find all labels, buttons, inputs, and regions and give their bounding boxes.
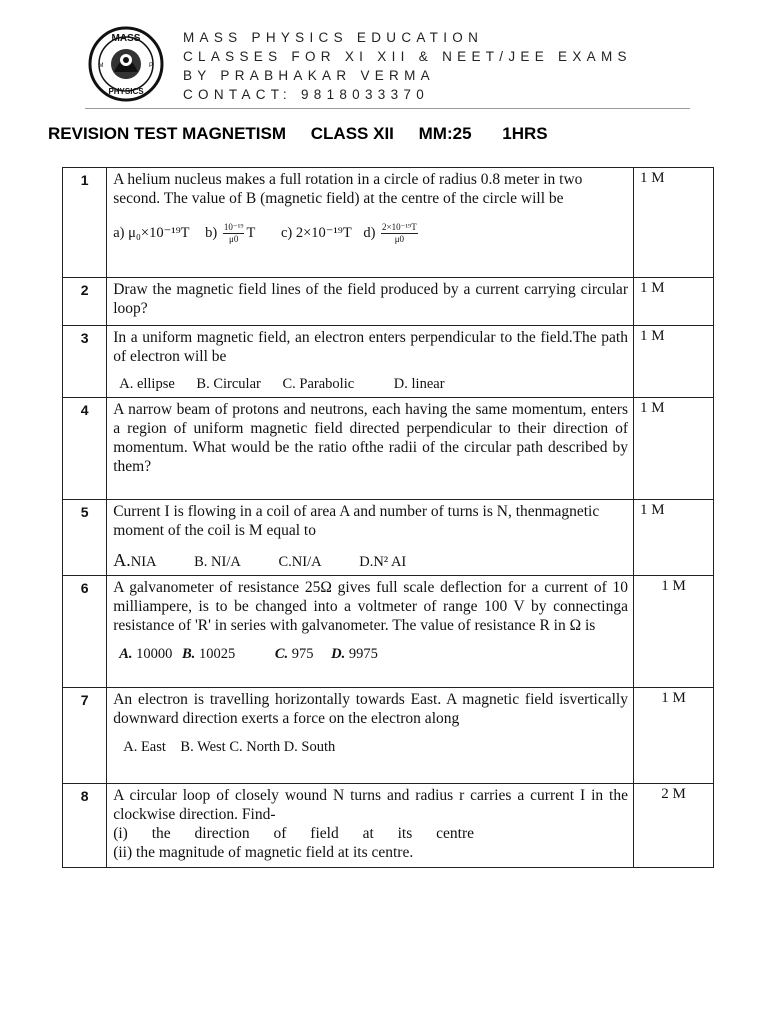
mass-physics-logo	[88, 26, 164, 102]
question-row	[63, 398, 714, 500]
question-part-ii: (ii) the magnitude of magnetic field at its centre.	[113, 844, 414, 861]
question-marks: 1 M	[633, 168, 713, 278]
test-name: REVISION TEST MAGNETISM	[48, 124, 287, 143]
question-marks: 1 M	[633, 326, 713, 398]
logo-left-mark: M	[98, 63, 104, 69]
question-row	[63, 278, 714, 326]
question-text-cell	[107, 326, 634, 398]
question-number: 6	[63, 576, 107, 688]
logo-right-mark: P	[148, 63, 154, 69]
option-a-letter: A.	[113, 550, 131, 570]
question-text: A circular loop of closely wound N turns and radius r carries a current I in the clockwise direction. Find-	[113, 787, 628, 823]
question-part-i: (i) the direction of field at its centre	[113, 825, 475, 842]
option-a: a) μ₀×10⁻¹⁹T	[113, 224, 190, 241]
logo-bottom-text: PHYSICS	[108, 87, 144, 96]
option-c: 975	[291, 646, 314, 662]
classes-line: CLASSES FOR XI XII & NEET/JEE EXAMS	[183, 49, 632, 64]
logo-top-text: MASS	[111, 33, 141, 44]
question-table	[62, 167, 714, 868]
option-d-letter: D.	[331, 646, 346, 662]
question-number: 2	[63, 278, 107, 326]
question-row	[63, 784, 714, 868]
option-a: 10000	[136, 646, 173, 662]
test-class: CLASS XII	[310, 124, 394, 143]
option-b-label: b)	[205, 224, 218, 241]
question-text-cell	[107, 688, 634, 784]
question-marks: 1 M	[633, 398, 713, 500]
question-row	[63, 168, 714, 278]
question-number: 7	[63, 688, 107, 784]
question-options	[113, 645, 628, 664]
question-row	[63, 576, 714, 688]
question-options: A. East B. West C. North D. South	[123, 739, 336, 755]
option-b: B. NI/A	[194, 554, 241, 570]
question-row	[63, 688, 714, 784]
question-text-cell	[107, 576, 634, 688]
question-text-cell	[107, 784, 634, 868]
option-b-letter: B.	[182, 646, 196, 662]
question-text: Current I is flowing in a coil of area A and number of turns is N, thenmagnetic moment of the coil is M equal to	[113, 503, 600, 539]
teacher-line: BY PRABHAKAR VERMA	[183, 68, 435, 83]
option-d: D. linear	[393, 376, 445, 392]
option-b-unit: T	[246, 224, 256, 241]
option-c: C.NI/A	[278, 554, 322, 570]
question-marks: 1 M	[633, 278, 713, 326]
question-options	[113, 375, 628, 394]
question-text: A narrow beam of protons and neutrons, each having the same momentum, enters a region of uniform magnetic field directed perpendicular to their direction of momentum. What would be the ratio ofthe radii of the circular path described by them?	[107, 398, 634, 500]
question-marks: 2 M	[633, 784, 713, 868]
question-text: A galvanometer of resistance 25Ω gives full scale deflection for a current of 10 milliampere, is to be changed into a voltmeter of range 100 V by connectinga resistance of 'R' in series with galvanometer. The value of resistance R in Ω is	[113, 579, 628, 634]
question-text: A helium nucleus makes a full rotation in a circle of radius 0.8 meter in two second. The value of B (magnetic field) at the centre of the circle will be	[113, 171, 583, 207]
contact-line: CONTACT: 9818033370	[183, 87, 430, 102]
question-options	[113, 222, 628, 245]
question-marks: 1 M	[633, 500, 713, 576]
question-number: 1	[63, 168, 107, 278]
option-c-letter: C.	[274, 646, 289, 662]
option-c: C. Parabolic	[282, 376, 355, 392]
question-marks: 1 M	[633, 688, 713, 784]
question-row	[63, 326, 714, 398]
option-d-label: d)	[363, 224, 376, 241]
option-a: A. ellipse	[119, 376, 175, 392]
test-title	[48, 124, 548, 144]
test-max-marks: MM:25	[418, 124, 472, 143]
question-number: 4	[63, 398, 107, 500]
option-a-letter: A.	[119, 646, 133, 662]
question-text: An electron is travelling horizontally towards East. A magnetic field isvertically downward direction exerts a force on the electron along	[113, 691, 628, 727]
question-text-cell	[107, 168, 634, 278]
institute-name: MASS PHYSICS EDUCATION	[183, 30, 484, 45]
question-number: 8	[63, 784, 107, 868]
banner-text	[183, 28, 632, 104]
question-options	[113, 551, 628, 572]
question-text: In a uniform magnetic field, an electron enters perpendicular to the field.The path of electron will be	[113, 329, 628, 365]
question-number: 3	[63, 326, 107, 398]
option-d: 9975	[348, 646, 378, 662]
option-d: D.N² AI	[359, 554, 407, 570]
question-row	[63, 500, 714, 576]
option-b: B. Circular	[196, 376, 261, 392]
test-duration: 1HRS	[502, 124, 548, 143]
option-a: NIA	[130, 554, 157, 570]
question-text: Draw the magnetic field lines of the field produced by a current carrying circular loop?	[107, 278, 634, 326]
option-c: c) 2×10⁻¹⁹T	[280, 224, 352, 241]
header-banner	[85, 22, 690, 109]
question-text-cell	[107, 500, 634, 576]
option-b: 10025	[198, 646, 236, 662]
question-number: 5	[63, 500, 107, 576]
option-b-fraction: $\frac{\text{10⁻¹⁹}}{\mu 0}$	[223, 222, 244, 244]
option-d-fraction: $\frac{\text{2×10⁻¹⁹T}}{\mu 0}$	[382, 222, 417, 244]
question-marks: 1 M	[633, 576, 713, 688]
